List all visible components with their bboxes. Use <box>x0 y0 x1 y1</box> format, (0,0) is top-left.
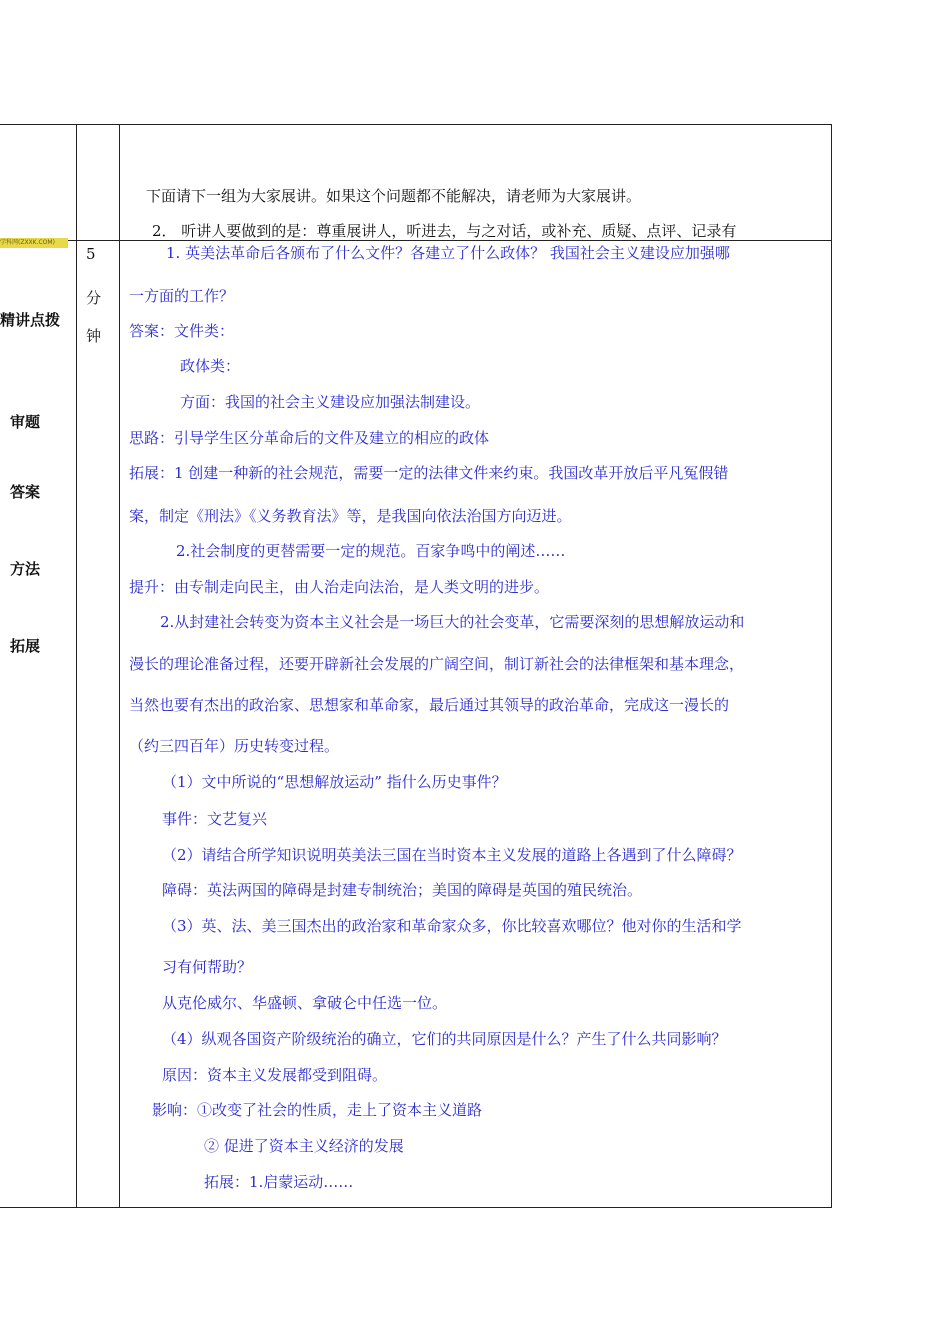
content-line: （4）纵观各国资产阶级统治的确立，它们的共同原因是什么？产生了什么共同影响？ <box>162 1030 727 1048</box>
content-line: 2.社会制度的更替需要一定的规范。百家争鸣中的阐述…… <box>176 542 566 560</box>
content-line: 漫长的理论准备过程，还要开辟新社会发展的广阔空间，制订新社会的法律框架和基本理念， <box>129 655 745 673</box>
content-line: （约三四百年）历史转变过程。 <box>129 737 340 755</box>
content-line: （1）文中所说的“思想解放运动” 指什么历史事件？ <box>162 773 507 791</box>
content-line: 从克伦威尔、华盛顿、拿破仑中任选一位。 <box>162 994 448 1012</box>
col-divider-1 <box>76 124 77 1208</box>
content-line: 1. 英美法革命后各颁布了什么文件？各建立了什么政体？ 我国社会主义建设应加强哪 <box>166 244 730 262</box>
time-unit-1: 分 <box>86 289 102 307</box>
table-bottom-border <box>0 1207 832 1208</box>
content-line: 案，制定《刑法》《义务教育法》等，是我国向依法治国方向迈进。 <box>129 507 572 525</box>
content-line: 拓展：1.启蒙运动…… <box>204 1173 354 1191</box>
content-line: 习有何帮助？ <box>162 958 253 976</box>
content-line: 事件：文艺复兴 <box>162 810 268 828</box>
top-line-1: 下面请下一组为大家展讲。如果这个问题都不能解决，请老师为大家展讲。 <box>146 187 642 205</box>
table-top-border <box>0 124 832 125</box>
watermark-logo: 学科网(ZXXK.COM) <box>0 238 68 248</box>
content-line: 答案：文件类： <box>129 322 235 340</box>
col-divider-2 <box>119 124 120 1208</box>
content-line: 当然也要有杰出的政治家、思想家和革命家，最后通过其领导的政治革命，完成这一漫长的 <box>129 696 730 714</box>
content-line: （3）英、法、美三国杰出的政治家和革命家众多，你比较喜欢哪位？他对你的生活和学 <box>162 917 742 935</box>
content-line: 方面：我国的社会主义建设应加强法制建设。 <box>180 393 481 411</box>
content-line: 拓展：1 创建一种新的社会规范，需要一定的法律文件来约束。我国改革开放后平凡冤假错 <box>129 464 729 482</box>
content-line: ② 促进了资本主义经济的发展 <box>204 1137 404 1155</box>
content-line: 政体类： <box>180 357 241 375</box>
table-right-border <box>831 124 832 1208</box>
time-number: 5 <box>86 245 96 263</box>
content-line: 提升：由专制走向民主，由人治走向法治，是人类文明的进步。 <box>129 578 550 596</box>
content-line: 影响：①改变了社会的性质，走上了资本主义道路 <box>152 1101 483 1119</box>
label-daan: 答案 <box>10 483 41 501</box>
content-line: 一方面的工作？ <box>129 287 235 305</box>
top-line-2: 2． 听讲人要做到的是：尊重展讲人，听进去，与之对话，或补充、质疑、点评、记录有 <box>152 222 737 240</box>
content-line: 2.从封建社会转变为资本主义社会是一场巨大的社会变革，它需要深刻的思想解放运动和 <box>160 613 745 631</box>
time-unit-2: 钟 <box>86 327 102 345</box>
label-fangfa: 方法 <box>10 560 41 578</box>
content-line: （2）请结合所学知识说明英美法三国在当时资本主义发展的道路上各遇到了什么障碍？ <box>162 846 742 864</box>
label-tuozhan: 拓展 <box>10 637 41 655</box>
content-line: 障碍：英法两国的障碍是封建专制统治；美国的障碍是英国的殖民统治。 <box>162 881 643 899</box>
label-shenti: 审题 <box>10 413 41 431</box>
section-title: 精讲点拨 <box>0 311 61 329</box>
content-line: 思路：引导学生区分革命后的文件及建立的相应的政体 <box>129 429 490 447</box>
content-line: 原因：资本主义发展都受到阻碍。 <box>162 1066 388 1084</box>
